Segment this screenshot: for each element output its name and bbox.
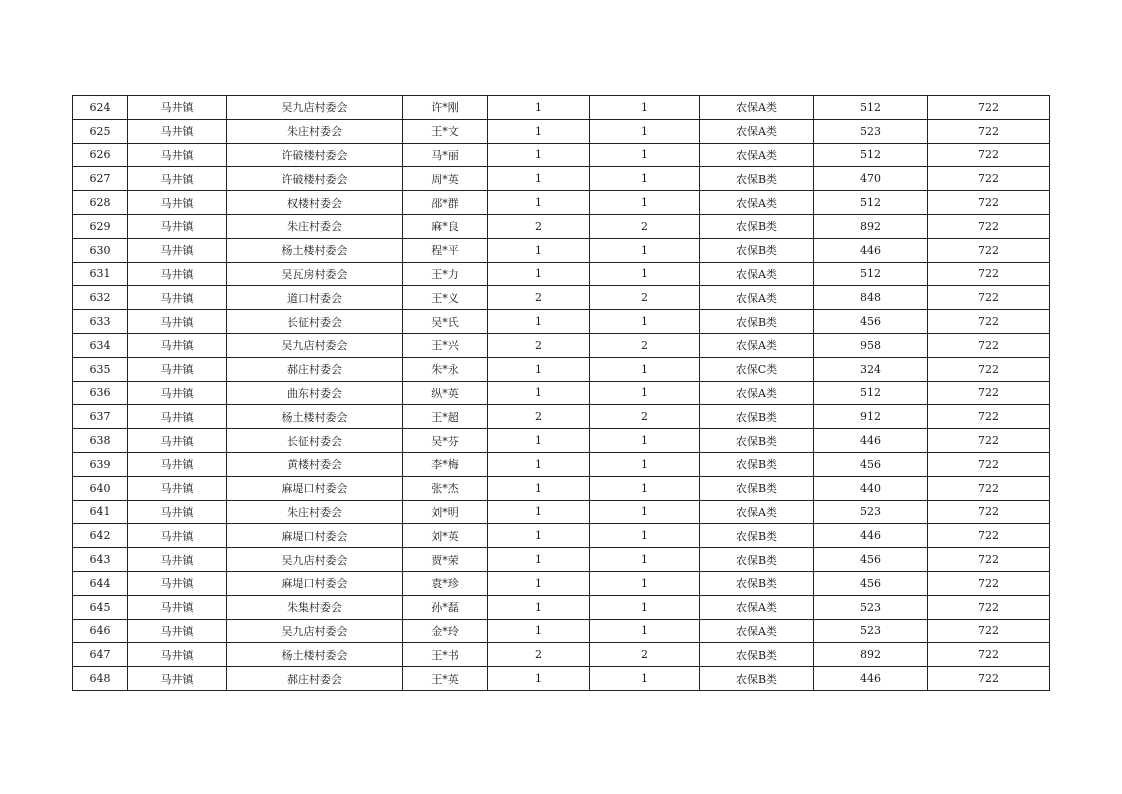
table-row [73, 214, 1050, 238]
name-cell: 王*义 [403, 286, 488, 310]
name-cell: 纵*英 [403, 381, 488, 405]
row-number: 648 [73, 667, 128, 691]
row-number: 644 [73, 571, 128, 595]
row-number: 645 [73, 595, 128, 619]
table-row [73, 381, 1050, 405]
insurance-type-cell: 农保B类 [700, 643, 814, 667]
insurance-type-cell: 农保B类 [700, 214, 814, 238]
town-cell: 马井镇 [128, 571, 227, 595]
table-row [73, 452, 1050, 476]
standard-cell: 722 [928, 119, 1050, 143]
table-row [73, 476, 1050, 500]
name-cell: 贾*荣 [403, 548, 488, 572]
village-committee-cell: 麻堤口村委会 [227, 571, 403, 595]
table-row [73, 333, 1050, 357]
standard-cell: 722 [928, 191, 1050, 215]
row-number: 641 [73, 500, 128, 524]
roster-body [73, 96, 1050, 691]
person-count-cell: 1 [590, 595, 700, 619]
town-cell: 马井镇 [128, 548, 227, 572]
name-cell: 周*英 [403, 167, 488, 191]
insurance-type-cell: 农保A类 [700, 119, 814, 143]
insurance-type-cell: 农保B类 [700, 452, 814, 476]
household-count-cell: 1 [488, 262, 590, 286]
standard-cell: 722 [928, 381, 1050, 405]
household-count-cell: 2 [488, 286, 590, 310]
village-committee-cell: 郝庄村委会 [227, 667, 403, 691]
amount-cell: 456 [814, 571, 928, 595]
standard-cell: 722 [928, 429, 1050, 453]
name-cell: 王*英 [403, 667, 488, 691]
row-number: 634 [73, 333, 128, 357]
household-count-cell: 1 [488, 500, 590, 524]
name-cell: 程*平 [403, 238, 488, 262]
person-count-cell: 1 [590, 310, 700, 334]
person-count-cell: 1 [590, 119, 700, 143]
amount-cell: 512 [814, 143, 928, 167]
row-number: 643 [73, 548, 128, 572]
village-committee-cell: 黄楼村委会 [227, 452, 403, 476]
insurance-type-cell: 农保B类 [700, 571, 814, 595]
person-count-cell: 1 [590, 476, 700, 500]
person-count-cell: 2 [590, 214, 700, 238]
name-cell: 王*兴 [403, 333, 488, 357]
insurance-type-cell: 农保A类 [700, 333, 814, 357]
insurance-type-cell: 农保B类 [700, 405, 814, 429]
standard-cell: 722 [928, 405, 1050, 429]
household-count-cell: 1 [488, 452, 590, 476]
household-count-cell: 1 [488, 143, 590, 167]
row-number: 647 [73, 643, 128, 667]
village-committee-cell: 曲东村委会 [227, 381, 403, 405]
name-cell: 许*刚 [403, 96, 488, 120]
village-committee-cell: 吴九店村委会 [227, 333, 403, 357]
person-count-cell: 1 [590, 96, 700, 120]
amount-cell: 912 [814, 405, 928, 429]
person-count-cell: 2 [590, 405, 700, 429]
name-cell: 王*文 [403, 119, 488, 143]
row-number: 635 [73, 357, 128, 381]
household-count-cell: 2 [488, 214, 590, 238]
amount-cell: 324 [814, 357, 928, 381]
town-cell: 马井镇 [128, 405, 227, 429]
person-count-cell: 1 [590, 167, 700, 191]
standard-cell: 722 [928, 619, 1050, 643]
person-count-cell: 2 [590, 286, 700, 310]
insurance-type-cell: 农保B类 [700, 667, 814, 691]
person-count-cell: 1 [590, 357, 700, 381]
standard-cell: 722 [928, 167, 1050, 191]
household-count-cell: 1 [488, 119, 590, 143]
table-row [73, 310, 1050, 334]
village-committee-cell: 杨土楼村委会 [227, 643, 403, 667]
town-cell: 马井镇 [128, 96, 227, 120]
town-cell: 马井镇 [128, 214, 227, 238]
village-committee-cell: 长征村委会 [227, 310, 403, 334]
town-cell: 马井镇 [128, 191, 227, 215]
table-row [73, 238, 1050, 262]
amount-cell: 456 [814, 548, 928, 572]
standard-cell: 722 [928, 452, 1050, 476]
amount-cell: 446 [814, 238, 928, 262]
table-row [73, 595, 1050, 619]
row-number: 632 [73, 286, 128, 310]
amount-cell: 523 [814, 595, 928, 619]
row-number: 637 [73, 405, 128, 429]
standard-cell: 722 [928, 214, 1050, 238]
name-cell: 李*梅 [403, 452, 488, 476]
insurance-type-cell: 农保B类 [700, 548, 814, 572]
name-cell: 王*超 [403, 405, 488, 429]
standard-cell: 722 [928, 238, 1050, 262]
insurance-type-cell: 农保A类 [700, 191, 814, 215]
town-cell: 马井镇 [128, 167, 227, 191]
town-cell: 马井镇 [128, 381, 227, 405]
household-count-cell: 2 [488, 405, 590, 429]
village-committee-cell: 许破楼村委会 [227, 167, 403, 191]
insurance-type-cell: 农保B类 [700, 167, 814, 191]
amount-cell: 512 [814, 381, 928, 405]
table-row [73, 643, 1050, 667]
name-cell: 金*玲 [403, 619, 488, 643]
table-row [73, 548, 1050, 572]
row-number: 628 [73, 191, 128, 215]
town-cell: 马井镇 [128, 262, 227, 286]
amount-cell: 512 [814, 191, 928, 215]
household-count-cell: 1 [488, 96, 590, 120]
standard-cell: 722 [928, 96, 1050, 120]
town-cell: 马井镇 [128, 333, 227, 357]
amount-cell: 456 [814, 310, 928, 334]
person-count-cell: 2 [590, 643, 700, 667]
insurance-type-cell: 农保A类 [700, 262, 814, 286]
person-count-cell: 1 [590, 500, 700, 524]
town-cell: 马井镇 [128, 429, 227, 453]
insurance-type-cell: 农保A类 [700, 143, 814, 167]
table-row [73, 191, 1050, 215]
table-row [73, 119, 1050, 143]
standard-cell: 722 [928, 286, 1050, 310]
table-row [73, 405, 1050, 429]
standard-cell: 722 [928, 643, 1050, 667]
household-count-cell: 1 [488, 381, 590, 405]
village-committee-cell: 杨土楼村委会 [227, 405, 403, 429]
amount-cell: 446 [814, 524, 928, 548]
insurance-type-cell: 农保A类 [700, 595, 814, 619]
name-cell: 刘*明 [403, 500, 488, 524]
person-count-cell: 1 [590, 381, 700, 405]
amount-cell: 958 [814, 333, 928, 357]
row-number: 639 [73, 452, 128, 476]
standard-cell: 722 [928, 310, 1050, 334]
insurance-type-cell: 农保A类 [700, 96, 814, 120]
person-count-cell: 1 [590, 452, 700, 476]
table-row [73, 96, 1050, 120]
insurance-type-cell: 农保B类 [700, 238, 814, 262]
row-number: 633 [73, 310, 128, 334]
standard-cell: 722 [928, 571, 1050, 595]
insurance-type-cell: 农保B类 [700, 429, 814, 453]
person-count-cell: 1 [590, 262, 700, 286]
standard-cell: 722 [928, 476, 1050, 500]
household-count-cell: 1 [488, 357, 590, 381]
village-committee-cell: 长征村委会 [227, 429, 403, 453]
insurance-type-cell: 农保B类 [700, 524, 814, 548]
village-committee-cell: 朱庄村委会 [227, 214, 403, 238]
town-cell: 马井镇 [128, 119, 227, 143]
name-cell: 吴*芬 [403, 429, 488, 453]
village-committee-cell: 吴瓦房村委会 [227, 262, 403, 286]
village-committee-cell: 郝庄村委会 [227, 357, 403, 381]
amount-cell: 440 [814, 476, 928, 500]
amount-cell: 523 [814, 119, 928, 143]
village-committee-cell: 吴九店村委会 [227, 96, 403, 120]
row-number: 638 [73, 429, 128, 453]
standard-cell: 722 [928, 262, 1050, 286]
amount-cell: 446 [814, 667, 928, 691]
table-row [73, 167, 1050, 191]
town-cell: 马井镇 [128, 143, 227, 167]
name-cell: 邵*群 [403, 191, 488, 215]
table-row [73, 143, 1050, 167]
name-cell: 王*书 [403, 643, 488, 667]
town-cell: 马井镇 [128, 310, 227, 334]
town-cell: 马井镇 [128, 595, 227, 619]
town-cell: 马井镇 [128, 500, 227, 524]
amount-cell: 892 [814, 643, 928, 667]
insurance-type-cell: 农保A类 [700, 381, 814, 405]
standard-cell: 722 [928, 595, 1050, 619]
village-committee-cell: 朱庄村委会 [227, 119, 403, 143]
insurance-type-cell: 农保A类 [700, 286, 814, 310]
household-count-cell: 1 [488, 238, 590, 262]
name-cell: 麻*良 [403, 214, 488, 238]
table-row [73, 262, 1050, 286]
person-count-cell: 1 [590, 524, 700, 548]
table-row [73, 571, 1050, 595]
household-count-cell: 1 [488, 619, 590, 643]
town-cell: 马井镇 [128, 357, 227, 381]
amount-cell: 523 [814, 619, 928, 643]
name-cell: 袁*珍 [403, 571, 488, 595]
household-count-cell: 1 [488, 524, 590, 548]
name-cell: 马*丽 [403, 143, 488, 167]
name-cell: 朱*永 [403, 357, 488, 381]
household-count-cell: 1 [488, 310, 590, 334]
row-number: 640 [73, 476, 128, 500]
person-count-cell: 1 [590, 429, 700, 453]
standard-cell: 722 [928, 143, 1050, 167]
table-row [73, 667, 1050, 691]
household-count-cell: 1 [488, 476, 590, 500]
village-committee-cell: 许破楼村委会 [227, 143, 403, 167]
household-count-cell: 2 [488, 333, 590, 357]
table-row [73, 357, 1050, 381]
table-row [73, 286, 1050, 310]
town-cell: 马井镇 [128, 286, 227, 310]
person-count-cell: 1 [590, 548, 700, 572]
town-cell: 马井镇 [128, 452, 227, 476]
person-count-cell: 2 [590, 333, 700, 357]
row-number: 624 [73, 96, 128, 120]
row-number: 631 [73, 262, 128, 286]
household-count-cell: 1 [488, 548, 590, 572]
insurance-type-cell: 农保B类 [700, 310, 814, 334]
household-count-cell: 1 [488, 429, 590, 453]
row-number: 642 [73, 524, 128, 548]
town-cell: 马井镇 [128, 643, 227, 667]
amount-cell: 512 [814, 96, 928, 120]
row-number: 627 [73, 167, 128, 191]
name-cell: 王*力 [403, 262, 488, 286]
row-number: 625 [73, 119, 128, 143]
name-cell: 张*杰 [403, 476, 488, 500]
table-row [73, 500, 1050, 524]
amount-cell: 470 [814, 167, 928, 191]
standard-cell: 722 [928, 548, 1050, 572]
household-count-cell: 2 [488, 643, 590, 667]
village-committee-cell: 麻堤口村委会 [227, 476, 403, 500]
household-count-cell: 1 [488, 191, 590, 215]
person-count-cell: 1 [590, 238, 700, 262]
name-cell: 刘*英 [403, 524, 488, 548]
town-cell: 马井镇 [128, 476, 227, 500]
person-count-cell: 1 [590, 619, 700, 643]
standard-cell: 722 [928, 357, 1050, 381]
person-count-cell: 1 [590, 667, 700, 691]
town-cell: 马井镇 [128, 667, 227, 691]
amount-cell: 848 [814, 286, 928, 310]
amount-cell: 446 [814, 429, 928, 453]
amount-cell: 512 [814, 262, 928, 286]
village-committee-cell: 朱集村委会 [227, 595, 403, 619]
person-count-cell: 1 [590, 191, 700, 215]
town-cell: 马井镇 [128, 238, 227, 262]
table-row [73, 619, 1050, 643]
row-number: 646 [73, 619, 128, 643]
name-cell: 吴*氏 [403, 310, 488, 334]
village-committee-cell: 吴九店村委会 [227, 619, 403, 643]
village-committee-cell: 权楼村委会 [227, 191, 403, 215]
standard-cell: 722 [928, 667, 1050, 691]
person-count-cell: 1 [590, 143, 700, 167]
standard-cell: 722 [928, 524, 1050, 548]
insurance-type-cell: 农保C类 [700, 357, 814, 381]
amount-cell: 892 [814, 214, 928, 238]
town-cell: 马井镇 [128, 524, 227, 548]
household-count-cell: 1 [488, 667, 590, 691]
amount-cell: 456 [814, 452, 928, 476]
town-cell: 马井镇 [128, 619, 227, 643]
village-committee-cell: 朱庄村委会 [227, 500, 403, 524]
standard-cell: 722 [928, 333, 1050, 357]
village-committee-cell: 道口村委会 [227, 286, 403, 310]
row-number: 630 [73, 238, 128, 262]
roster-table [72, 95, 1050, 691]
table-row [73, 524, 1050, 548]
insurance-type-cell: 农保B类 [700, 476, 814, 500]
person-count-cell: 1 [590, 571, 700, 595]
insurance-type-cell: 农保A类 [700, 500, 814, 524]
household-count-cell: 1 [488, 571, 590, 595]
village-committee-cell: 吴九店村委会 [227, 548, 403, 572]
row-number: 626 [73, 143, 128, 167]
standard-cell: 722 [928, 500, 1050, 524]
amount-cell: 523 [814, 500, 928, 524]
insurance-type-cell: 农保A类 [700, 619, 814, 643]
village-committee-cell: 杨土楼村委会 [227, 238, 403, 262]
village-committee-cell: 麻堤口村委会 [227, 524, 403, 548]
row-number: 629 [73, 214, 128, 238]
household-count-cell: 1 [488, 167, 590, 191]
name-cell: 孙*磊 [403, 595, 488, 619]
household-count-cell: 1 [488, 595, 590, 619]
row-number: 636 [73, 381, 128, 405]
table-row [73, 429, 1050, 453]
